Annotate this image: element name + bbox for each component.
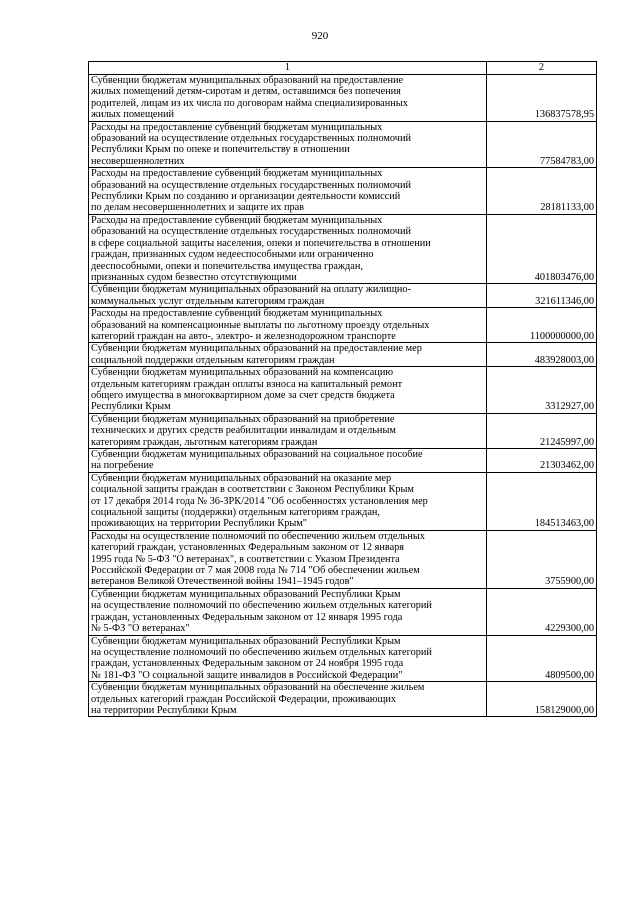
row-description: Расходы на предоставление субвенций бюджетам муниципальных образований на осуществление отдельных государственных полномочий Республики Крым по созданию и организации деятельности комиссий по делам несовершеннолетних и защите их прав bbox=[89, 168, 487, 215]
budget-table bbox=[88, 61, 597, 717]
row-amount: 158129000,00 bbox=[487, 682, 597, 717]
row-amount: 184513463,00 bbox=[487, 472, 597, 530]
row-description: Субвенции бюджетам муниципальных образований Республики Крым на осуществление полномочий по обеспечению жильем отдельных категорий граждан, установленных Федеральным законом от 12 января 1995 года № 5-ФЗ "О ветеранах" bbox=[89, 588, 487, 635]
table-row bbox=[89, 635, 597, 682]
table-row bbox=[89, 367, 597, 414]
row-amount: 321611346,00 bbox=[487, 284, 597, 308]
table-row bbox=[89, 413, 597, 448]
table-row bbox=[89, 121, 597, 168]
row-description: Расходы на предоставление субвенций бюджетам муниципальных образований на компенсационные выплаты по льготному проезду отдельных категорий граждан на авто-, электро- и железнодорожном транспорте bbox=[89, 308, 487, 343]
row-description: Субвенции бюджетам муниципальных образований на обеспечение жильем отдельных категорий граждан Российской Федерации, проживающих на территории Республики Крым bbox=[89, 682, 487, 717]
row-description: Субвенции бюджетам муниципальных образований на предоставление мер социальной поддержки отдельным категориям граждан bbox=[89, 343, 487, 367]
row-amount: 21245997,00 bbox=[487, 413, 597, 448]
table-row bbox=[89, 472, 597, 530]
row-description: Субвенции бюджетам муниципальных образований на предоставление жилых помещений детям-сиротам и детям, оставшимся без попечения родителей, лицам из их числа по договорам найма специализированных жилых помещений bbox=[89, 75, 487, 122]
row-description: Субвенции бюджетам муниципальных образований на оказание мер социальной защиты граждан в соответствии с Законом Республики Крым от 17 декабря 2014 года № 36-ЗРК/2014 "Об особенностях установления мер социальной защиты (поддержки) отдельным категориям граждан, проживающих на территории Республики Крым" bbox=[89, 472, 487, 530]
row-amount: 4809500,00 bbox=[487, 635, 597, 682]
column-header-2: 2 bbox=[487, 62, 597, 75]
row-amount: 3755900,00 bbox=[487, 530, 597, 588]
column-header-1: 1 bbox=[89, 62, 487, 75]
table-row bbox=[89, 343, 597, 367]
table-row bbox=[89, 168, 597, 215]
row-description: Субвенции бюджетам муниципальных образований на социальное пособие на погребение bbox=[89, 449, 487, 473]
table-row bbox=[89, 530, 597, 588]
table-row bbox=[89, 682, 597, 717]
row-amount: 77584783,00 bbox=[487, 121, 597, 168]
table-row bbox=[89, 449, 597, 473]
row-description: Расходы на предоставление субвенций бюджетам муниципальных образований на осуществление отдельных государственных полномочий в сфере социальной защиты населения, опеки и попечительства в отношении граждан, признанных судом недееспособными или ограниченно дееспособными, опеки и попечительства имущества граждан, признанных судом безвестно отсутствующими bbox=[89, 214, 487, 283]
row-amount: 28181133,00 bbox=[487, 168, 597, 215]
table-row bbox=[89, 75, 597, 122]
row-amount: 1100000000,00 bbox=[487, 308, 597, 343]
table-row bbox=[89, 284, 597, 308]
row-description: Субвенции бюджетам муниципальных образований на оплату жилищно- коммунальных услуг отдельным категориям граждан bbox=[89, 284, 487, 308]
row-amount: 21303462,00 bbox=[487, 449, 597, 473]
row-description: Расходы на предоставление субвенций бюджетам муниципальных образований на осуществление отдельных государственных полномочий Республики Крым по опеке и попечительству в отношении несовершеннолетних bbox=[89, 121, 487, 168]
table-row bbox=[89, 308, 597, 343]
row-description: Расходы на осуществление полномочий по обеспечению жильем отдельных категорий граждан, установленных Федеральным законом от 12 января 1995 года № 5-ФЗ "О ветеранах", в соответствии с Указом Президента Российской Федерации от 7 мая 2008 года № 714 "Об обеспечении жильем ветеранов Великой Отечественной войны 1941–1945 годов" bbox=[89, 530, 487, 588]
row-description: Субвенции бюджетам муниципальных образований на приобретение технических и других средств реабилитации инвалидам и отдельным категориям граждан, льготным категориям граждан bbox=[89, 413, 487, 448]
table-row bbox=[89, 214, 597, 283]
page-number: 920 bbox=[311, 30, 329, 42]
row-amount: 3312927,00 bbox=[487, 367, 597, 414]
table-row bbox=[89, 588, 597, 635]
row-amount: 4229300,00 bbox=[487, 588, 597, 635]
row-description: Субвенции бюджетам муниципальных образований на компенсацию отдельным категориям граждан оплаты взноса на капитальный ремонт общего имущества в многоквартирном доме за счет средств бюджета Республики Крым bbox=[89, 367, 487, 414]
row-amount: 483928003,00 bbox=[487, 343, 597, 367]
table-header-row bbox=[89, 62, 597, 75]
row-description: Субвенции бюджетам муниципальных образований Республики Крым на осуществление полномочий по обеспечению жильем отдельных категорий граждан, установленных Федеральным законом от 24 ноября 1995 года № 181-ФЗ "О социальной защите инвалидов в Российской Федерации" bbox=[89, 635, 487, 682]
row-amount: 136837578,95 bbox=[487, 75, 597, 122]
row-amount: 401803476,00 bbox=[487, 214, 597, 283]
